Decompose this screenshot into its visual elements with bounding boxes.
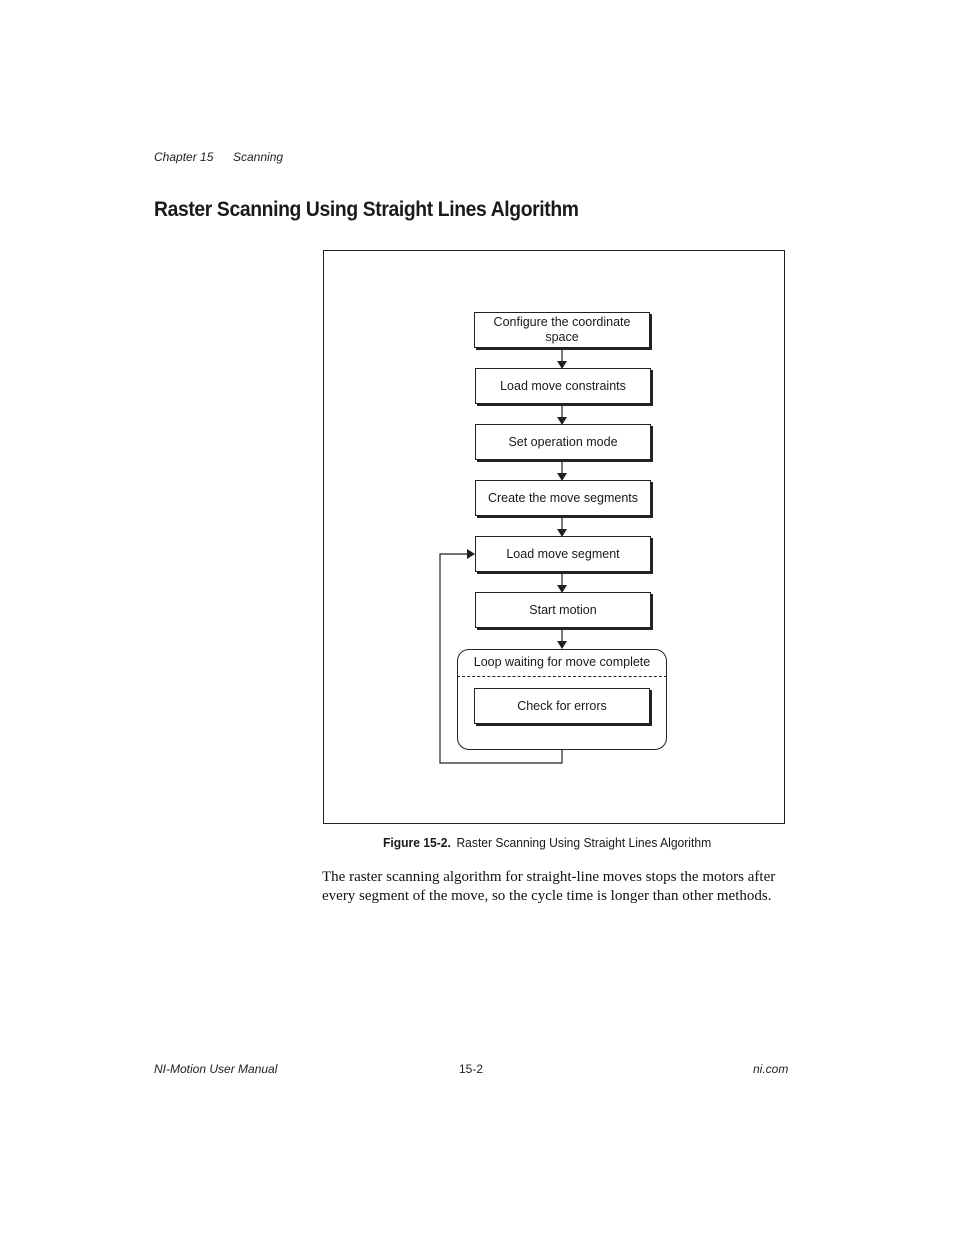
body-paragraph [322,868,788,906]
section-title: Raster Scanning Using Straight Lines Algorithm [154,198,579,221]
figure-caption-text: Raster Scanning Using Straight Lines Algorithm [456,835,712,850]
footer-website: ni.com [753,1062,789,1076]
step-load-move-constraints: Load move constraints [475,368,651,404]
header-section: Scanning [233,150,284,164]
loop-divider [457,676,667,677]
figure-label: Figure 15-2. [383,835,451,850]
footer-page-number: 15-2 [459,1062,484,1076]
step-start-motion: Start motion [475,592,651,628]
figure-caption [383,835,711,850]
body-line: every segment of the move, so the cycle time is longer than other methods. [322,888,772,904]
step-set-operation-mode: Set operation mode [475,424,651,460]
footer-manual-title: NI-Motion User Manual [154,1062,278,1076]
step-load-move-segment: Load move segment [475,536,651,572]
step-configure-coordinate-space: Configure the coordinate space [474,312,650,348]
body-line: The raster scanning algorithm for straight-line moves stops the motors after [322,869,776,885]
step-check-for-errors: Check for errors [474,688,650,724]
loop-label: Loop waiting for move complete [473,655,651,669]
header-chapter: Chapter 15 [154,150,214,164]
step-create-move-segments: Create the move segments [475,480,651,516]
